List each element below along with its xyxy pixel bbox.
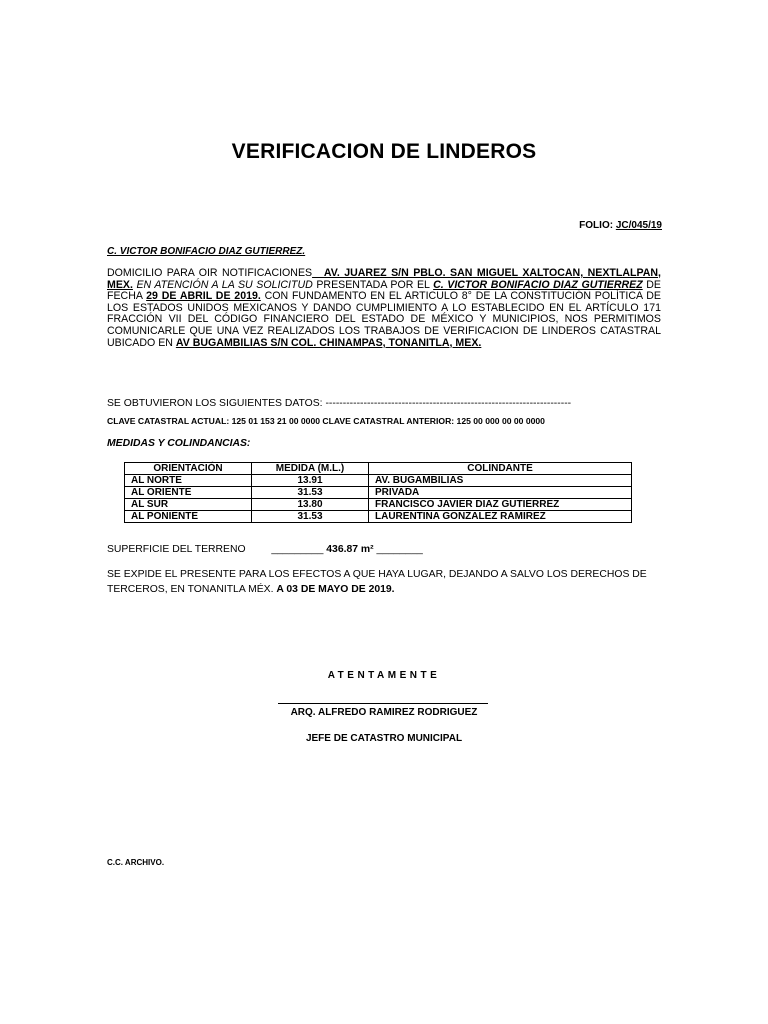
table-row bbox=[125, 475, 632, 487]
main-paragraph bbox=[107, 268, 661, 349]
table-cell: AL PONIENTE bbox=[125, 511, 252, 523]
table-header-row bbox=[125, 463, 632, 475]
table-header: ORIENTACIÓN bbox=[125, 463, 252, 475]
colindancias-table bbox=[124, 462, 632, 523]
folio-label: FOLIO: bbox=[579, 220, 614, 231]
clave-catastral: CLAVE CATASTRAL ACTUAL: 125 01 153 21 00 0000 CLAVE CATASTRAL ANTERIOR: 125 00 000 00 00 0000 bbox=[107, 416, 545, 426]
para-body: CON FUNDAMENTO EN EL ARTICULO 8° DE LA CONSTITUCIÓN POLÍTICA DE LOS ESTADOS UNIDOS MEXICANOS Y DANDO CUMPLIMIENTO A LO ESTABLECIDO EN EL ARTÍCULO 171 FRACCIÓN VII DEL CÓDIGO FINANCIERO DEL ESTADO DE MÉXICO Y MUNICIPIOS, NOS PERMITIMOS COMUNICARLE QUE UNA VEZ REALIZADOS LOS TRABAJOS DE VERIFICACION DE LINDEROS CATASTRAL UBICADO EN bbox=[107, 290, 661, 349]
signer-name: ARQ. ALFREDO RAMIREZ RODRIGUEZ bbox=[290, 707, 478, 718]
table-cell: LAURENTINA GONZALEZ RAMIREZ bbox=[369, 511, 632, 523]
table-header: MEDIDA (M.L.) bbox=[252, 463, 369, 475]
signature-line bbox=[278, 703, 488, 704]
table-row bbox=[125, 487, 632, 499]
table-cell: AL NORTE bbox=[125, 475, 252, 487]
table-cell: 13.80 bbox=[252, 499, 369, 511]
superficie-value: 436.87 m² bbox=[326, 544, 374, 555]
datos-line: SE OBTUVIERON LOS SIGUIENTES DATOS: ----------------------------------------------------------------------- bbox=[107, 398, 572, 409]
cc-archivo: C.C. ARCHIVO. bbox=[107, 858, 165, 867]
para-nombre: C. VICTOR BONIFACIO DIAZ GUTIERREZ bbox=[433, 278, 643, 291]
signer-title: JEFE DE CATASTRO MUNICIPAL bbox=[305, 733, 463, 744]
para-intro: DOMICILIO PARA OIR NOTIFICACIONES bbox=[107, 267, 313, 279]
table-header: COLINDANTE bbox=[369, 463, 632, 475]
superficie-label: SUPERFICIE DEL TERRENO bbox=[107, 544, 246, 555]
superficie-line bbox=[107, 544, 423, 555]
para-atencion: EN ATENCIÓN A LA SU SOLICITUD bbox=[132, 278, 313, 291]
para-ubicacion: AV BUGAMBILIAS S/N COL. CHINAMPAS, TONANITLA, MEX. bbox=[175, 336, 482, 349]
para-fecha: 29 DE ABRIL DE 2019. bbox=[146, 290, 261, 303]
table-cell: 31.53 bbox=[252, 511, 369, 523]
folio-value: JC/045/19 bbox=[615, 220, 662, 231]
table-cell: AL ORIENTE bbox=[125, 487, 252, 499]
superficie-blank-after: ________ bbox=[376, 544, 423, 555]
table-cell: AV. BUGAMBILIAS bbox=[369, 475, 632, 487]
table-cell: 31.53 bbox=[252, 487, 369, 499]
medidas-heading: MEDIDAS Y COLINDANCIAS: bbox=[107, 438, 251, 449]
folio bbox=[579, 220, 662, 231]
expide-paragraph bbox=[107, 567, 667, 597]
para-presentada: PRESENTADA POR EL bbox=[312, 278, 434, 291]
atentamente: ATENTAMENTE bbox=[327, 670, 441, 681]
para-domicilio: __AV. JUAREZ S/N PBLO. SAN MIGUEL XALTOCAN, NEXTLALPAN, MEX. bbox=[107, 267, 661, 291]
expide-date: A 03 DE MAYO DE 2019. bbox=[276, 584, 395, 595]
expide-text: SE EXPIDE EL PRESENTE PARA LOS EFECTOS A QUE HAYA LUGAR, DEJANDO A SALVO LOS DERECHOS DE TERCEROS, EN TONANITLA MÉX. bbox=[107, 569, 647, 595]
document-title: VERIFICACION DE LINDEROS bbox=[231, 140, 537, 163]
table-row bbox=[125, 499, 632, 511]
table-cell: 13.91 bbox=[252, 475, 369, 487]
table-cell: PRIVADA bbox=[369, 487, 632, 499]
para-de-fecha: DE FECHA bbox=[107, 278, 661, 303]
table-cell: AL SUR bbox=[125, 499, 252, 511]
recipient-name: C. VICTOR BONIFACIO DIAZ GUTIERREZ. bbox=[107, 246, 306, 257]
superficie-blank-before: _________ bbox=[271, 544, 324, 555]
table-cell: FRANCISCO JAVIER DIAZ GUTIERREZ bbox=[369, 499, 632, 511]
table-row bbox=[125, 511, 632, 523]
